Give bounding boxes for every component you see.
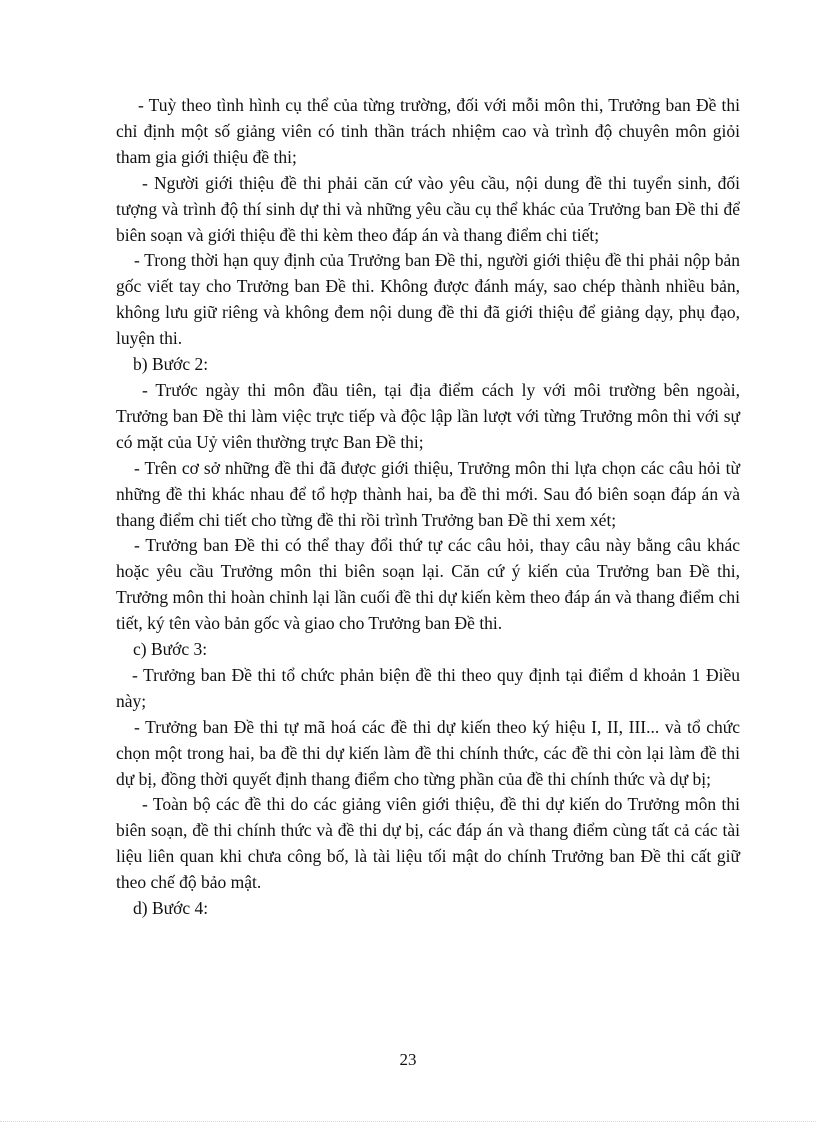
page-bottom-divider: [0, 1121, 816, 1122]
document-body: [116, 93, 740, 922]
page-number: 23: [399, 1050, 417, 1069]
paragraph-step1-deadline: - Trong thời hạn quy định của Trưởng ban Đề thi, người giới thiệu đề thi phải nộp bản gốc viết tay cho Trưởng ban Đề thi. Không được đánh máy, sao chép thành nhiều bản, không lưu giữ riêng và không đem nội dung đề thi đã giới thiệu để giảng dạy, phụ đạo, luyện thi.: [116, 250, 740, 349]
paragraph-step3-confidential: - Toàn bộ các đề thi do các giảng viên giới thiệu, đề thi dự kiến do Trưởng môn thi biên soạn, đề thi chính thức và đề thi dự bị, các đáp án và thang điểm cùng tất cả các tài liệu liên quan khi chưa công bố, là tài liệu tối mật do chính Trưởng ban Đề thi cất giữ theo chế độ bảo mật.: [116, 794, 740, 893]
step-4-heading: d) Bước 4:: [133, 898, 209, 919]
step-3-heading: c) Bước 3:: [133, 639, 208, 660]
step-2-heading: b) Bước 2:: [133, 354, 209, 375]
paragraph-step2-review: - Trưởng ban Đề thi có thể thay đổi thứ tự các câu hỏi, thay câu này bằng câu khác hoặc yêu cầu Trưởng môn thi biên soạn lại. Căn cứ ý kiến của Trưởng ban Đề thi, Trưởng môn thi hoàn chỉnh lại lần cuối đề thi dự kiến kèm theo đáp án và thang điểm chi tiết, ký tên vào bản gốc và giao cho Trưởng ban Đề thi.: [116, 535, 740, 634]
paragraph-step1-requirements: - Người giới thiệu đề thi phải căn cứ vào yêu cầu, nội dung đề thi tuyển sinh, đối tượng và trình độ thí sinh dự thi và những yêu cầu cụ thể khác của Trưởng ban Đề thi để biên soạn và giới thiệu đề thi kèm theo đáp án và thang điểm chi tiết;: [116, 172, 740, 245]
paragraph-step1-proposers: - Tuỳ theo tình hình cụ thể của từng trường, đối với mỗi môn thi, Trưởng ban Đề thi chỉ định một số giảng viên có tinh thần trách nhiệm cao và trình độ chuyên môn giỏi tham gia giới thiệu đề thi;: [116, 95, 740, 167]
paragraph-step3-encoding: - Trưởng ban Đề thi tự mã hoá các đề thi dự kiến theo ký hiệu I, II, III... và tổ chức chọn một trong hai, ba đề thi dự kiến làm đề thi chính thức, các đề thi còn lại làm đề thi dự bị, đồng thời quyết định thang điểm cho từng phần của đề thi chính thức và dự bị;: [116, 716, 740, 789]
paragraph-step3-critique: - Trưởng ban Đề thi tổ chức phản biện đề thi theo quy định tại điểm d khoản 1 Điều này;: [116, 664, 740, 711]
paragraph-step2-meeting: - Trước ngày thi môn đầu tiên, tại địa điểm cách ly với môi trường bên ngoài, Trưởng ban Đề thi làm việc trực tiếp và độc lập lần lượt với từng Trưởng môn thi với sự có mặt của Uỷ viên thường trực Ban Đề thi;: [116, 379, 740, 452]
paragraph-step2-selection: - Trên cơ sở những đề thi đã được giới thiệu, Trưởng môn thi lựa chọn các câu hỏi từ những đề thi khác nhau để tổ hợp thành hai, ba đề thi mới. Sau đó biên soạn đáp án và thang điểm chi tiết cho từng đề thi rồi trình Trưởng ban Đề thi xem xét;: [116, 457, 740, 530]
